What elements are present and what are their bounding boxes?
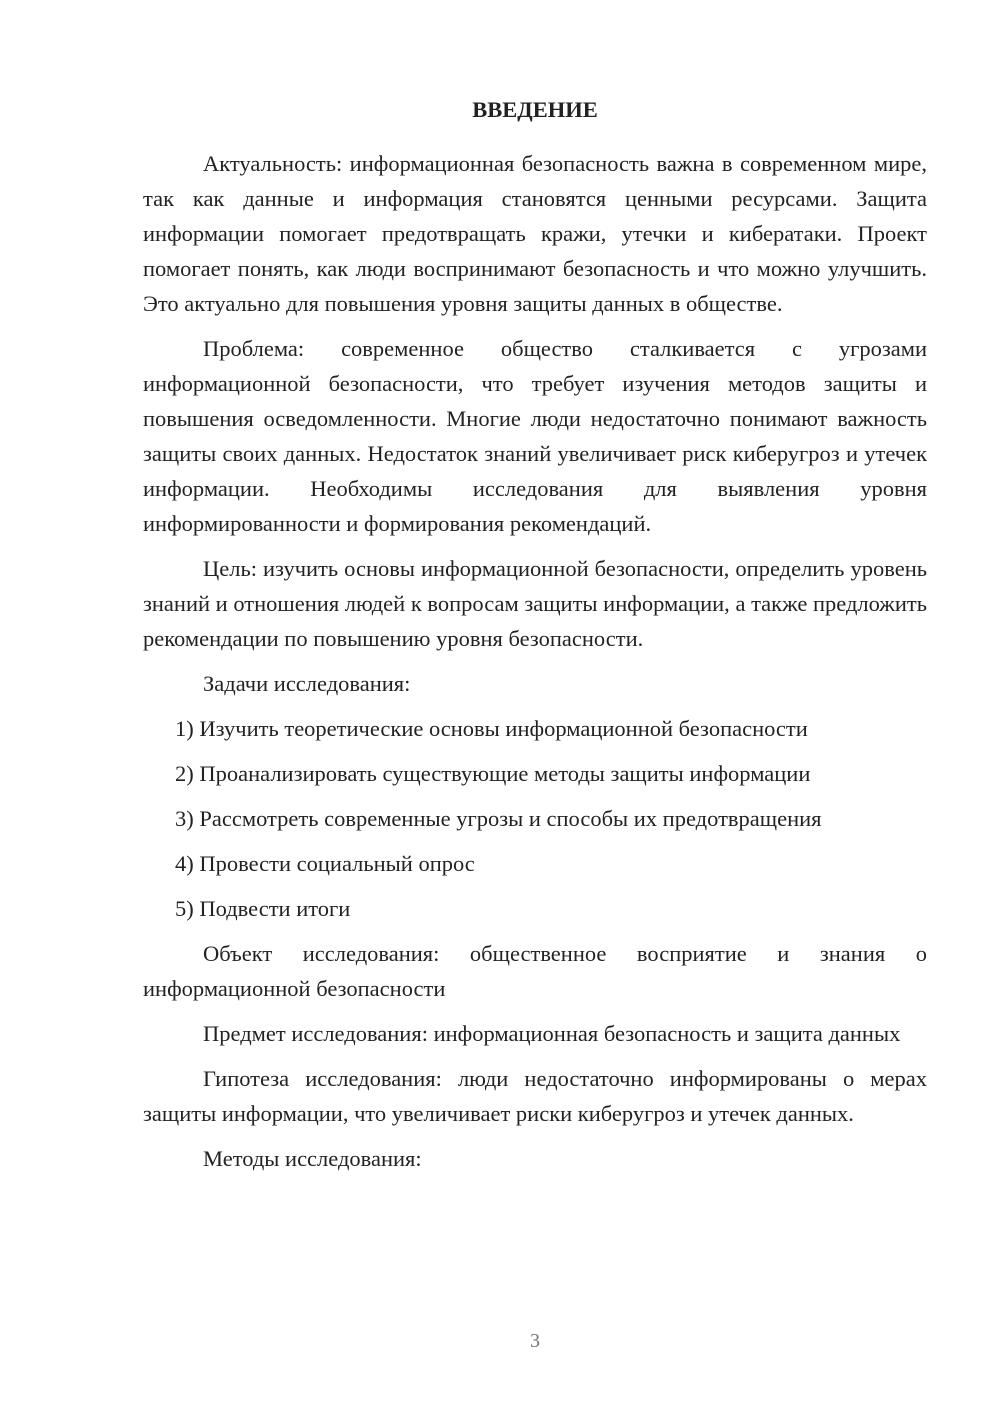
paragraph-object: Объект исследования: общественное восприятие и знания о информационной безопасности bbox=[143, 941, 927, 1001]
paragraph-goal: Цель: изучить основы информационной безопасности, определить уровень знаний и отношения людей к вопросам защиты информации, а также предложить рекомендации по повышению уровня безопасности. bbox=[143, 556, 927, 651]
list-item: 1) Изучить теоретические основы информационной безопасности bbox=[175, 716, 808, 741]
document-body bbox=[143, 92, 927, 1186]
list-item: 2) Проанализировать существующие методы защиты информации bbox=[175, 761, 811, 786]
paragraph-subject: Предмет исследования: информационная безопасность и защита данных bbox=[203, 1021, 901, 1046]
tasks-heading: Задачи исследования: bbox=[203, 671, 411, 696]
tasks-list bbox=[143, 711, 927, 926]
list-item: 5) Подвести итоги bbox=[175, 896, 351, 921]
paragraph-relevance: Актуальность: информационная безопасность важна в современном мире, так как данные и информация становятся ценными ресурсами. Защита информации помогает предотвращать кражи, утечки и кибератаки. Проект помогает понять, как люди воспринимают безопасность и что можно улучшить. Это актуально для повышения уровня защиты данных в обществе. bbox=[143, 151, 927, 316]
list-item: 3) Рассмотреть современные угрозы и способы их предотвращения bbox=[175, 806, 822, 831]
page-number: 3 bbox=[530, 1330, 540, 1352]
section-title: ВВЕДЕНИЕ bbox=[472, 97, 598, 122]
methods-heading: Методы исследования: bbox=[203, 1146, 422, 1171]
list-item: 4) Провести социальный опрос bbox=[175, 851, 475, 876]
paragraph-problem: Проблема: современное общество сталкивается с угрозами информационной безопасности, что требует изучения методов защиты и повышения осведомленности. Многие люди недостаточно понимают важность защиты своих данных. Недостаток знаний увеличивает риск киберугроз и утечек информации. Необходимы исследования для выявления уровня информированности и формирования рекомендаций. bbox=[143, 336, 927, 536]
paragraph-hypothesis: Гипотеза исследования: люди недостаточно информированы о мерах защиты информации, что увеличивает риски киберугроз и утечек данных. bbox=[143, 1066, 927, 1126]
